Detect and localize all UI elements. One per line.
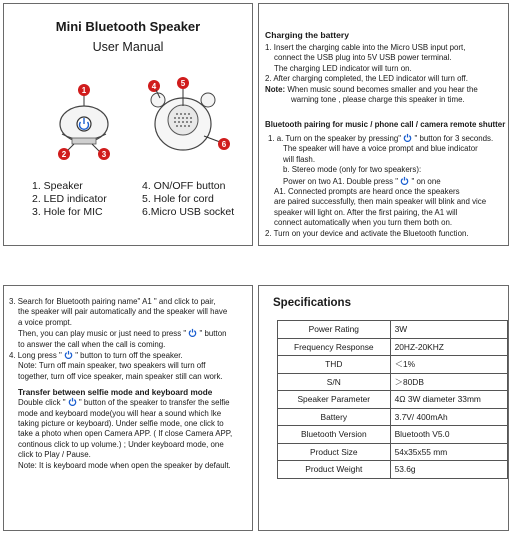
pairing-text: speaker will light on. After the first pairing, the A1 will: [274, 207, 458, 217]
charging-line: 2. After charging completed, the LED indicator will turn off.: [265, 74, 468, 84]
spec-value: 20HZ-20KHZ: [390, 338, 507, 356]
spec-row: [278, 461, 508, 479]
spec-value: Bluetooth V5.0: [390, 426, 507, 444]
spec-value: 53.6g: [390, 461, 507, 479]
instruction-line: continous click to up volume.) ; Under keyboard mode, one: [18, 439, 224, 449]
instruction-line: the speaker will pair automatically and the speaker will have: [18, 307, 228, 317]
callout-4-label: 4: [151, 82, 157, 91]
specifications-panel: [258, 285, 509, 531]
note-text: warning tone , please charge this speaker in time.: [291, 95, 465, 105]
spec-value: 4Ω 3W diameter 33mm: [390, 391, 507, 409]
spec-label: Battery: [278, 408, 391, 426]
instruction-line: Note: It is keyboard mode when open the speaker by default.: [18, 460, 231, 470]
instruction-line: taking picture or keyboard). Under selfie mode, one click to: [18, 419, 224, 429]
pairing-heading: Bluetooth pairing for music / phone call / camera remote shutter: [265, 120, 506, 129]
charging-section: [265, 30, 478, 105]
pairing-text: connect automatically when you turn them both on.: [274, 218, 453, 228]
power-icon: [64, 350, 73, 359]
speaker-front-illustration: [42, 82, 127, 162]
callout-2-label: 2: [61, 150, 67, 159]
pairing-text: " button for 3 seconds.: [412, 134, 494, 143]
legend-item: 3. Hole for MIC: [32, 206, 103, 218]
instruction-line: together, turn off vice speaker, main speaker still can work.: [18, 371, 223, 381]
legend-item: 6.Micro USB socket: [142, 206, 235, 218]
pairing-text: are paired successfully, then main speaker will blink and vice: [274, 197, 487, 207]
manual-cover-panel: [3, 3, 253, 246]
spec-row: [278, 408, 508, 426]
pairing-text: The speaker will have a voice prompt and blue indicator: [283, 144, 478, 154]
pairing-text: Power on two A1. Double press ": [283, 176, 401, 186]
instruction-line: take a photo when open Camera APP. ( If close Camera APP,: [18, 429, 233, 439]
spec-row: [278, 338, 508, 356]
pairing-text: A1. Connected prompts are heard once the speakers: [274, 187, 460, 197]
callout-3-label: 3: [101, 150, 107, 159]
spec-label: Power Rating: [278, 321, 391, 339]
specifications-heading: Specifications: [273, 297, 351, 309]
spec-row: [278, 391, 508, 409]
callout-6-label: 6: [221, 140, 227, 149]
pairing-text: b. Stereo mode (only for two speakers):: [283, 165, 422, 175]
charging-line: 1. Insert the charging cable into the Micro USB input port,: [265, 43, 466, 52]
instruction-line: to answer the call when the call is coming.: [18, 339, 166, 349]
manual-title: Mini Bluetooth Speaker: [55, 19, 201, 34]
manual-subtitle: User Manual: [92, 40, 164, 54]
pairing-text: 2. Turn on your device and activate the Bluetooth function.: [265, 228, 469, 238]
spec-label: Frequency Response: [278, 338, 391, 356]
selfie-heading: Transfer between selfie mode and keyboard mode: [18, 388, 213, 398]
charging-pairing-panel: [258, 3, 509, 246]
spec-label: Bluetooth Version: [278, 426, 391, 444]
pairing-text: " on one: [409, 176, 441, 186]
spec-value: 54x35x55 mm: [390, 443, 507, 461]
spec-value: 3.7V/ 400mAh: [390, 408, 507, 426]
instruction-line: click to Play / Pause.: [18, 450, 91, 460]
power-icon: [68, 397, 77, 406]
specifications-table: [277, 320, 508, 479]
spec-value: 3W: [390, 321, 507, 339]
callout-5-label: 5: [180, 79, 186, 88]
spec-label: Product Weight: [278, 461, 391, 479]
spec-row: [278, 373, 508, 391]
spec-label: Product Size: [278, 443, 391, 461]
pairing-section: [265, 120, 505, 239]
spec-row: [278, 443, 508, 461]
charging-line: The charging LED indicator will turn on.: [274, 63, 412, 73]
note-label: Note:: [265, 84, 286, 94]
speaker-back-illustration: [144, 76, 234, 161]
instruction-line: 4. Long press ": [9, 351, 64, 361]
callout-1-label: 1: [81, 86, 87, 95]
pairing-text: 1. a. Turn on the speaker by pressing": [268, 134, 404, 143]
instructions-panel: [3, 285, 253, 531]
spec-row: [278, 356, 508, 374]
power-icon: [400, 176, 409, 185]
pairing-text: will flash.: [283, 154, 316, 164]
legend-item: 5. Hole for cord: [142, 193, 214, 205]
spec-label: THD: [278, 356, 391, 374]
legend-item: 2. LED indicator: [32, 193, 107, 205]
charging-line: connect the USB plug into 5V USB power terminal.: [274, 53, 452, 63]
spec-value: ＜1%: [390, 356, 507, 374]
instruction-line: " button to turn off the speaker.: [73, 351, 183, 361]
spec-row: [278, 426, 508, 444]
power-icon: [403, 133, 412, 142]
power-icon: [188, 328, 197, 337]
instruction-line: Double click ": [18, 398, 68, 408]
legend-item: 4. ON/OFF button: [142, 180, 226, 192]
spec-value: ＞80DB: [390, 373, 507, 391]
charging-heading: Charging the battery: [265, 30, 350, 40]
spec-label: Speaker Parameter: [278, 391, 391, 409]
instructions-section: [9, 297, 232, 471]
spec-label: S/N: [278, 373, 391, 391]
parts-legend-left: [32, 180, 107, 219]
instruction-line: Then, you can play music or just need to press ": [18, 329, 189, 339]
instruction-line: a voice prompt.: [18, 317, 72, 327]
instruction-line: 3. Search for Bluetooth pairing name" A1 " and click to pair,: [9, 297, 216, 306]
parts-legend-right: [142, 180, 234, 219]
legend-item: 1. Speaker: [32, 180, 83, 192]
note-text: When music sound becomes smaller and you hear the: [287, 84, 478, 94]
instruction-line: Note: Turn off main speaker, two speakers will turn off: [18, 361, 206, 371]
instruction-line: " button of the speaker to transfer the selfie: [76, 398, 230, 408]
instruction-line: " button: [197, 329, 227, 339]
spec-row: [278, 321, 508, 339]
instruction-line: mode and keyboard mode(you will hear a sound which lke: [18, 408, 222, 418]
